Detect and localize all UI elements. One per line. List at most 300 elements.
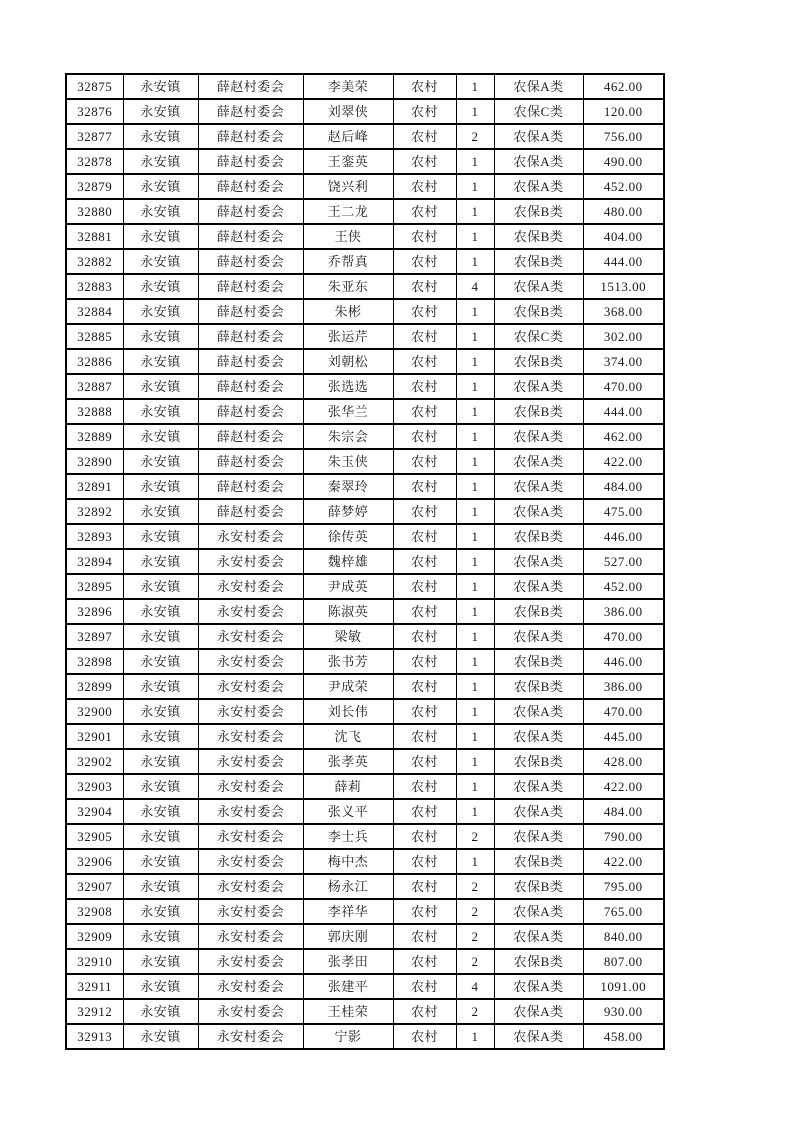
cell-household-type: 农村 bbox=[393, 474, 456, 499]
cell-serial-number: 32896 bbox=[66, 599, 123, 624]
cell-household-type: 农村 bbox=[393, 499, 456, 524]
cell-serial-number: 32905 bbox=[66, 824, 123, 849]
cell-person-count: 1 bbox=[456, 349, 494, 374]
cell-town: 永安镇 bbox=[123, 699, 198, 724]
cell-household-type: 农村 bbox=[393, 199, 456, 224]
cell-serial-number: 32893 bbox=[66, 524, 123, 549]
cell-amount: 444.00 bbox=[583, 399, 664, 424]
cell-person-name: 张运芹 bbox=[303, 324, 393, 349]
cell-amount: 444.00 bbox=[583, 249, 664, 274]
cell-person-name: 李美荣 bbox=[303, 74, 393, 99]
cell-serial-number: 32884 bbox=[66, 299, 123, 324]
cell-person-name: 宁影 bbox=[303, 1024, 393, 1049]
cell-insurance-category: 农保B类 bbox=[494, 749, 583, 774]
cell-person-name: 刘朝松 bbox=[303, 349, 393, 374]
cell-town: 永安镇 bbox=[123, 199, 198, 224]
cell-household-type: 农村 bbox=[393, 899, 456, 924]
table-row bbox=[66, 424, 664, 449]
cell-town: 永安镇 bbox=[123, 949, 198, 974]
cell-town: 永安镇 bbox=[123, 499, 198, 524]
table-row bbox=[66, 174, 664, 199]
cell-household-type: 农村 bbox=[393, 599, 456, 624]
cell-insurance-category: 农保A类 bbox=[494, 274, 583, 299]
cell-insurance-category: 农保A类 bbox=[494, 424, 583, 449]
table-row bbox=[66, 549, 664, 574]
table-row bbox=[66, 574, 664, 599]
cell-serial-number: 32889 bbox=[66, 424, 123, 449]
cell-village-committee: 永安村委会 bbox=[198, 599, 303, 624]
cell-household-type: 农村 bbox=[393, 399, 456, 424]
cell-village-committee: 永安村委会 bbox=[198, 749, 303, 774]
cell-person-name: 张书芳 bbox=[303, 649, 393, 674]
cell-person-name: 杨永江 bbox=[303, 874, 393, 899]
cell-village-committee: 永安村委会 bbox=[198, 524, 303, 549]
cell-amount: 452.00 bbox=[583, 574, 664, 599]
cell-serial-number: 32898 bbox=[66, 649, 123, 674]
cell-person-count: 1 bbox=[456, 224, 494, 249]
cell-household-type: 农村 bbox=[393, 224, 456, 249]
table-row bbox=[66, 399, 664, 424]
cell-household-type: 农村 bbox=[393, 449, 456, 474]
cell-household-type: 农村 bbox=[393, 924, 456, 949]
table-row bbox=[66, 924, 664, 949]
cell-insurance-category: 农保B类 bbox=[494, 849, 583, 874]
cell-household-type: 农村 bbox=[393, 274, 456, 299]
cell-serial-number: 32876 bbox=[66, 99, 123, 124]
table-row bbox=[66, 699, 664, 724]
cell-serial-number: 32900 bbox=[66, 699, 123, 724]
cell-person-name: 梅中杰 bbox=[303, 849, 393, 874]
cell-serial-number: 32879 bbox=[66, 174, 123, 199]
cell-town: 永安镇 bbox=[123, 374, 198, 399]
cell-insurance-category: 农保B类 bbox=[494, 299, 583, 324]
cell-serial-number: 32885 bbox=[66, 324, 123, 349]
cell-person-name: 秦翠玲 bbox=[303, 474, 393, 499]
cell-person-count: 1 bbox=[456, 724, 494, 749]
cell-serial-number: 32875 bbox=[66, 74, 123, 99]
cell-town: 永安镇 bbox=[123, 549, 198, 574]
cell-serial-number: 32901 bbox=[66, 724, 123, 749]
cell-person-name: 刘翠侠 bbox=[303, 99, 393, 124]
cell-village-committee: 永安村委会 bbox=[198, 949, 303, 974]
cell-person-name: 尹成荣 bbox=[303, 674, 393, 699]
cell-amount: 484.00 bbox=[583, 474, 664, 499]
cell-person-count: 1 bbox=[456, 599, 494, 624]
table-row bbox=[66, 249, 664, 274]
cell-insurance-category: 农保A类 bbox=[494, 374, 583, 399]
cell-amount: 386.00 bbox=[583, 599, 664, 624]
cell-household-type: 农村 bbox=[393, 174, 456, 199]
cell-serial-number: 32880 bbox=[66, 199, 123, 224]
cell-serial-number: 32894 bbox=[66, 549, 123, 574]
cell-household-type: 农村 bbox=[393, 624, 456, 649]
cell-village-committee: 薛赵村委会 bbox=[198, 424, 303, 449]
cell-village-committee: 永安村委会 bbox=[198, 1024, 303, 1049]
cell-serial-number: 32906 bbox=[66, 849, 123, 874]
cell-serial-number: 32912 bbox=[66, 999, 123, 1024]
cell-amount: 302.00 bbox=[583, 324, 664, 349]
cell-amount: 374.00 bbox=[583, 349, 664, 374]
cell-town: 永安镇 bbox=[123, 924, 198, 949]
cell-household-type: 农村 bbox=[393, 74, 456, 99]
cell-village-committee: 薛赵村委会 bbox=[198, 74, 303, 99]
cell-person-count: 1 bbox=[456, 699, 494, 724]
cell-household-type: 农村 bbox=[393, 699, 456, 724]
table-row bbox=[66, 724, 664, 749]
cell-serial-number: 32881 bbox=[66, 224, 123, 249]
cell-person-count: 1 bbox=[456, 574, 494, 599]
cell-village-committee: 永安村委会 bbox=[198, 849, 303, 874]
cell-amount: 445.00 bbox=[583, 724, 664, 749]
cell-serial-number: 32891 bbox=[66, 474, 123, 499]
cell-amount: 422.00 bbox=[583, 774, 664, 799]
cell-household-type: 农村 bbox=[393, 874, 456, 899]
cell-person-name: 李士兵 bbox=[303, 824, 393, 849]
cell-insurance-category: 农保B类 bbox=[494, 949, 583, 974]
cell-town: 永安镇 bbox=[123, 874, 198, 899]
cell-amount: 470.00 bbox=[583, 374, 664, 399]
cell-person-name: 张建平 bbox=[303, 974, 393, 999]
cell-village-committee: 永安村委会 bbox=[198, 699, 303, 724]
cell-person-name: 张孝田 bbox=[303, 949, 393, 974]
table-row bbox=[66, 1024, 664, 1049]
cell-serial-number: 32902 bbox=[66, 749, 123, 774]
insurance-roster-table bbox=[65, 73, 665, 1050]
cell-town: 永安镇 bbox=[123, 399, 198, 424]
cell-household-type: 农村 bbox=[393, 524, 456, 549]
cell-person-count: 1 bbox=[456, 524, 494, 549]
cell-insurance-category: 农保C类 bbox=[494, 99, 583, 124]
cell-person-name: 赵后峰 bbox=[303, 124, 393, 149]
cell-person-count: 1 bbox=[456, 99, 494, 124]
cell-amount: 470.00 bbox=[583, 624, 664, 649]
table-row bbox=[66, 674, 664, 699]
cell-household-type: 农村 bbox=[393, 574, 456, 599]
cell-person-count: 1 bbox=[456, 324, 494, 349]
cell-serial-number: 32887 bbox=[66, 374, 123, 399]
table-row bbox=[66, 999, 664, 1024]
cell-village-committee: 永安村委会 bbox=[198, 899, 303, 924]
cell-insurance-category: 农保B类 bbox=[494, 674, 583, 699]
cell-person-name: 朱玉侠 bbox=[303, 449, 393, 474]
cell-person-count: 1 bbox=[456, 649, 494, 674]
cell-person-name: 李祥华 bbox=[303, 899, 393, 924]
cell-person-name: 刘长伟 bbox=[303, 699, 393, 724]
cell-person-name: 薛莉 bbox=[303, 774, 393, 799]
cell-insurance-category: 农保A类 bbox=[494, 624, 583, 649]
table-body bbox=[66, 74, 664, 1049]
cell-village-committee: 永安村委会 bbox=[198, 549, 303, 574]
cell-person-count: 1 bbox=[456, 749, 494, 774]
table-row bbox=[66, 974, 664, 999]
cell-household-type: 农村 bbox=[393, 349, 456, 374]
cell-insurance-category: 农保A类 bbox=[494, 1024, 583, 1049]
cell-household-type: 农村 bbox=[393, 724, 456, 749]
cell-insurance-category: 农保A类 bbox=[494, 774, 583, 799]
cell-person-count: 2 bbox=[456, 924, 494, 949]
cell-insurance-category: 农保B类 bbox=[494, 399, 583, 424]
cell-serial-number: 32899 bbox=[66, 674, 123, 699]
cell-person-count: 1 bbox=[456, 799, 494, 824]
cell-person-count: 1 bbox=[456, 74, 494, 99]
cell-insurance-category: 农保B类 bbox=[494, 224, 583, 249]
cell-amount: 458.00 bbox=[583, 1024, 664, 1049]
cell-person-name: 张义平 bbox=[303, 799, 393, 824]
cell-town: 永安镇 bbox=[123, 649, 198, 674]
cell-serial-number: 32892 bbox=[66, 499, 123, 524]
cell-village-committee: 薛赵村委会 bbox=[198, 349, 303, 374]
cell-person-name: 郭庆刚 bbox=[303, 924, 393, 949]
table-row bbox=[66, 374, 664, 399]
cell-household-type: 农村 bbox=[393, 749, 456, 774]
cell-town: 永安镇 bbox=[123, 74, 198, 99]
cell-village-committee: 永安村委会 bbox=[198, 574, 303, 599]
cell-serial-number: 32903 bbox=[66, 774, 123, 799]
cell-town: 永安镇 bbox=[123, 524, 198, 549]
cell-amount: 446.00 bbox=[583, 524, 664, 549]
cell-village-committee: 薛赵村委会 bbox=[198, 174, 303, 199]
cell-village-committee: 薛赵村委会 bbox=[198, 399, 303, 424]
table-row bbox=[66, 524, 664, 549]
cell-person-count: 4 bbox=[456, 974, 494, 999]
cell-person-count: 1 bbox=[456, 474, 494, 499]
cell-village-committee: 永安村委会 bbox=[198, 724, 303, 749]
cell-insurance-category: 农保A类 bbox=[494, 824, 583, 849]
cell-insurance-category: 农保A类 bbox=[494, 574, 583, 599]
cell-amount: 484.00 bbox=[583, 799, 664, 824]
cell-village-committee: 永安村委会 bbox=[198, 624, 303, 649]
cell-person-count: 1 bbox=[456, 1024, 494, 1049]
cell-amount: 1513.00 bbox=[583, 274, 664, 299]
cell-amount: 930.00 bbox=[583, 999, 664, 1024]
cell-serial-number: 32910 bbox=[66, 949, 123, 974]
cell-person-name: 魏梓雄 bbox=[303, 549, 393, 574]
cell-serial-number: 32888 bbox=[66, 399, 123, 424]
cell-insurance-category: 农保B类 bbox=[494, 199, 583, 224]
table-row bbox=[66, 899, 664, 924]
cell-serial-number: 32886 bbox=[66, 349, 123, 374]
cell-person-name: 朱彬 bbox=[303, 299, 393, 324]
cell-person-name: 沈飞 bbox=[303, 724, 393, 749]
cell-village-committee: 薛赵村委会 bbox=[198, 499, 303, 524]
table-row bbox=[66, 649, 664, 674]
cell-town: 永安镇 bbox=[123, 99, 198, 124]
cell-town: 永安镇 bbox=[123, 124, 198, 149]
cell-serial-number: 32890 bbox=[66, 449, 123, 474]
cell-village-committee: 永安村委会 bbox=[198, 999, 303, 1024]
cell-insurance-category: 农保A类 bbox=[494, 924, 583, 949]
cell-village-committee: 薛赵村委会 bbox=[198, 449, 303, 474]
cell-village-committee: 永安村委会 bbox=[198, 874, 303, 899]
cell-amount: 807.00 bbox=[583, 949, 664, 974]
cell-village-committee: 永安村委会 bbox=[198, 774, 303, 799]
table-row bbox=[66, 774, 664, 799]
cell-amount: 120.00 bbox=[583, 99, 664, 124]
cell-person-name: 王銮英 bbox=[303, 149, 393, 174]
cell-person-count: 1 bbox=[456, 774, 494, 799]
cell-household-type: 农村 bbox=[393, 299, 456, 324]
cell-town: 永安镇 bbox=[123, 149, 198, 174]
cell-person-name: 张孝英 bbox=[303, 749, 393, 774]
cell-village-committee: 永安村委会 bbox=[198, 799, 303, 824]
cell-village-committee: 永安村委会 bbox=[198, 824, 303, 849]
cell-amount: 446.00 bbox=[583, 649, 664, 674]
cell-insurance-category: 农保B类 bbox=[494, 599, 583, 624]
cell-amount: 480.00 bbox=[583, 199, 664, 224]
cell-insurance-category: 农保A类 bbox=[494, 699, 583, 724]
cell-village-committee: 薛赵村委会 bbox=[198, 124, 303, 149]
cell-person-count: 1 bbox=[456, 399, 494, 424]
cell-village-committee: 永安村委会 bbox=[198, 674, 303, 699]
cell-person-count: 1 bbox=[456, 624, 494, 649]
cell-person-count: 1 bbox=[456, 299, 494, 324]
cell-household-type: 农村 bbox=[393, 249, 456, 274]
table-row bbox=[66, 349, 664, 374]
cell-insurance-category: 农保A类 bbox=[494, 474, 583, 499]
cell-serial-number: 32878 bbox=[66, 149, 123, 174]
cell-household-type: 农村 bbox=[393, 674, 456, 699]
cell-amount: 386.00 bbox=[583, 674, 664, 699]
cell-serial-number: 32877 bbox=[66, 124, 123, 149]
cell-amount: 527.00 bbox=[583, 549, 664, 574]
cell-person-name: 王侠 bbox=[303, 224, 393, 249]
cell-serial-number: 32911 bbox=[66, 974, 123, 999]
table-row bbox=[66, 124, 664, 149]
cell-insurance-category: 农保A类 bbox=[494, 999, 583, 1024]
cell-town: 永安镇 bbox=[123, 474, 198, 499]
cell-town: 永安镇 bbox=[123, 1024, 198, 1049]
cell-town: 永安镇 bbox=[123, 224, 198, 249]
cell-town: 永安镇 bbox=[123, 724, 198, 749]
table-row bbox=[66, 274, 664, 299]
cell-insurance-category: 农保B类 bbox=[494, 249, 583, 274]
cell-person-count: 2 bbox=[456, 949, 494, 974]
table-row bbox=[66, 599, 664, 624]
cell-person-count: 1 bbox=[456, 424, 494, 449]
cell-insurance-category: 农保A类 bbox=[494, 499, 583, 524]
cell-insurance-category: 农保C类 bbox=[494, 324, 583, 349]
cell-serial-number: 32908 bbox=[66, 899, 123, 924]
cell-insurance-category: 农保A类 bbox=[494, 974, 583, 999]
cell-village-committee: 薛赵村委会 bbox=[198, 149, 303, 174]
cell-household-type: 农村 bbox=[393, 824, 456, 849]
table-row bbox=[66, 449, 664, 474]
cell-person-count: 2 bbox=[456, 824, 494, 849]
cell-household-type: 农村 bbox=[393, 649, 456, 674]
cell-insurance-category: 农保B类 bbox=[494, 349, 583, 374]
cell-serial-number: 32907 bbox=[66, 874, 123, 899]
cell-town: 永安镇 bbox=[123, 449, 198, 474]
cell-town: 永安镇 bbox=[123, 749, 198, 774]
cell-insurance-category: 农保B类 bbox=[494, 524, 583, 549]
cell-town: 永安镇 bbox=[123, 274, 198, 299]
cell-village-committee: 薛赵村委会 bbox=[198, 324, 303, 349]
table-row bbox=[66, 224, 664, 249]
cell-person-count: 1 bbox=[456, 449, 494, 474]
cell-town: 永安镇 bbox=[123, 799, 198, 824]
cell-household-type: 农村 bbox=[393, 849, 456, 874]
table-row bbox=[66, 99, 664, 124]
cell-insurance-category: 农保A类 bbox=[494, 124, 583, 149]
cell-person-name: 张华兰 bbox=[303, 399, 393, 424]
cell-insurance-category: 农保A类 bbox=[494, 149, 583, 174]
table-row bbox=[66, 499, 664, 524]
table-row bbox=[66, 74, 664, 99]
cell-insurance-category: 农保A类 bbox=[494, 899, 583, 924]
cell-person-count: 4 bbox=[456, 274, 494, 299]
cell-serial-number: 32904 bbox=[66, 799, 123, 824]
table-row bbox=[66, 149, 664, 174]
cell-household-type: 农村 bbox=[393, 124, 456, 149]
table-row bbox=[66, 849, 664, 874]
cell-person-count: 2 bbox=[456, 999, 494, 1024]
cell-person-count: 1 bbox=[456, 549, 494, 574]
cell-village-committee: 薛赵村委会 bbox=[198, 99, 303, 124]
cell-insurance-category: 农保A类 bbox=[494, 74, 583, 99]
cell-town: 永安镇 bbox=[123, 999, 198, 1024]
cell-village-committee: 薛赵村委会 bbox=[198, 249, 303, 274]
cell-town: 永安镇 bbox=[123, 849, 198, 874]
cell-amount: 368.00 bbox=[583, 299, 664, 324]
table-row bbox=[66, 749, 664, 774]
cell-person-name: 朱宗会 bbox=[303, 424, 393, 449]
cell-town: 永安镇 bbox=[123, 324, 198, 349]
cell-person-name: 陈淑英 bbox=[303, 599, 393, 624]
cell-person-count: 1 bbox=[456, 249, 494, 274]
cell-person-name: 朱亚东 bbox=[303, 274, 393, 299]
table-row bbox=[66, 299, 664, 324]
table-row bbox=[66, 199, 664, 224]
cell-insurance-category: 农保A类 bbox=[494, 449, 583, 474]
cell-amount: 428.00 bbox=[583, 749, 664, 774]
cell-person-name: 乔帮真 bbox=[303, 249, 393, 274]
cell-person-count: 1 bbox=[456, 199, 494, 224]
cell-household-type: 农村 bbox=[393, 999, 456, 1024]
cell-person-name: 张选选 bbox=[303, 374, 393, 399]
cell-village-committee: 薛赵村委会 bbox=[198, 224, 303, 249]
table-row bbox=[66, 949, 664, 974]
cell-amount: 404.00 bbox=[583, 224, 664, 249]
cell-insurance-category: 农保A类 bbox=[494, 799, 583, 824]
table-row bbox=[66, 324, 664, 349]
cell-household-type: 农村 bbox=[393, 799, 456, 824]
cell-town: 永安镇 bbox=[123, 899, 198, 924]
cell-village-committee: 永安村委会 bbox=[198, 974, 303, 999]
cell-insurance-category: 农保A类 bbox=[494, 724, 583, 749]
cell-person-name: 饶兴利 bbox=[303, 174, 393, 199]
cell-town: 永安镇 bbox=[123, 174, 198, 199]
cell-person-count: 1 bbox=[456, 674, 494, 699]
table-row bbox=[66, 799, 664, 824]
cell-town: 永安镇 bbox=[123, 599, 198, 624]
cell-village-committee: 薛赵村委会 bbox=[198, 299, 303, 324]
cell-town: 永安镇 bbox=[123, 299, 198, 324]
cell-town: 永安镇 bbox=[123, 424, 198, 449]
cell-household-type: 农村 bbox=[393, 324, 456, 349]
cell-person-count: 1 bbox=[456, 499, 494, 524]
cell-household-type: 农村 bbox=[393, 99, 456, 124]
cell-household-type: 农村 bbox=[393, 424, 456, 449]
cell-amount: 475.00 bbox=[583, 499, 664, 524]
cell-serial-number: 32913 bbox=[66, 1024, 123, 1049]
cell-person-name: 尹成英 bbox=[303, 574, 393, 599]
cell-serial-number: 32882 bbox=[66, 249, 123, 274]
cell-amount: 790.00 bbox=[583, 824, 664, 849]
cell-household-type: 农村 bbox=[393, 374, 456, 399]
cell-household-type: 农村 bbox=[393, 149, 456, 174]
cell-amount: 756.00 bbox=[583, 124, 664, 149]
cell-town: 永安镇 bbox=[123, 774, 198, 799]
